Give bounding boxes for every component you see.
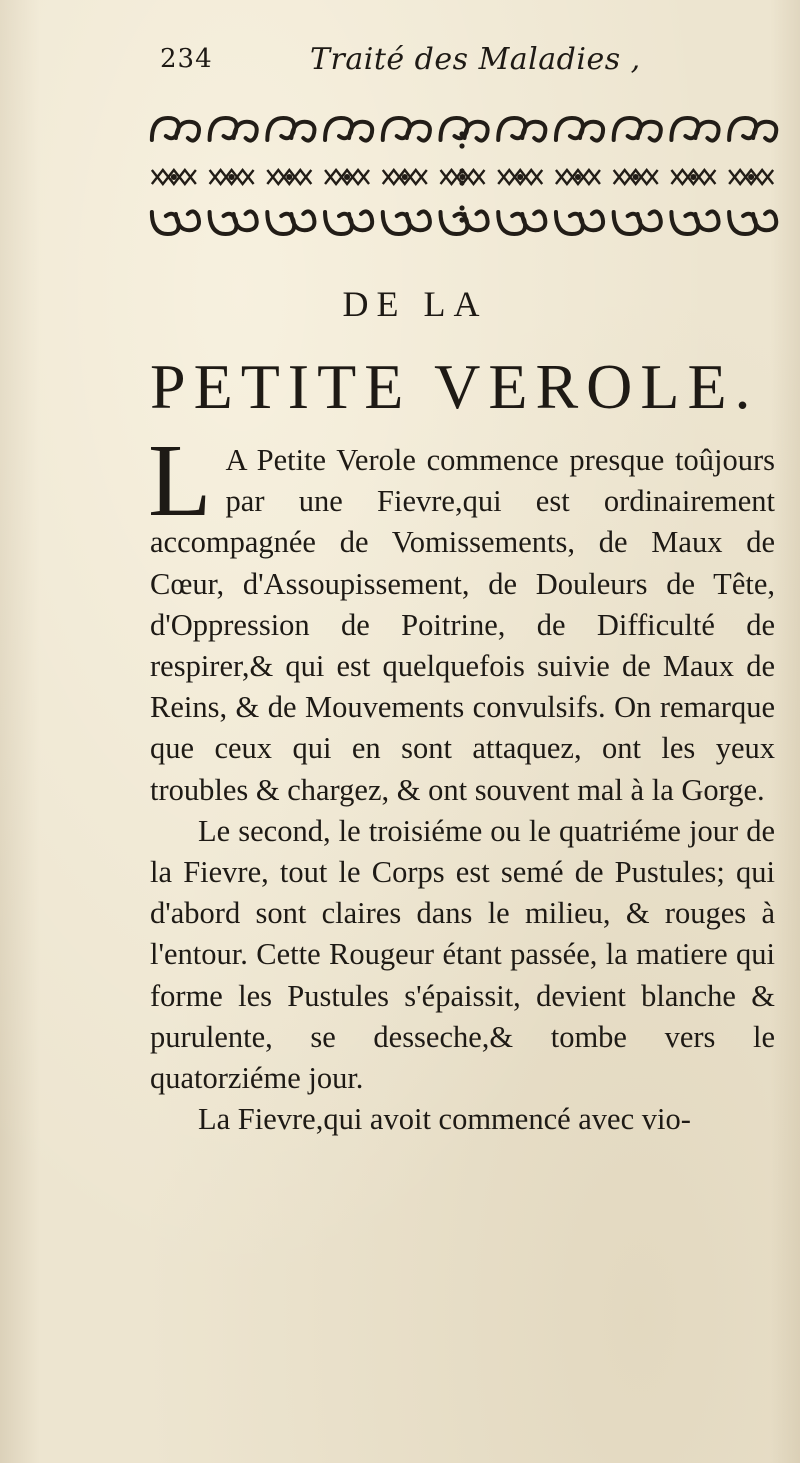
paragraph xyxy=(150,811,775,1099)
section-title: PETITE VEROLE. xyxy=(150,351,759,422)
paragraph xyxy=(150,1099,775,1140)
fleuron-ornament-icon xyxy=(145,100,780,258)
paragraph-1-text: A Petite Verole commence presque toûjours par une Fievre,qui est ordinairement accompagnée de Vomissements, de Maux de Cœur, d'Assoupissement, de Douleurs de Tête, d'Oppression de Poitrine, de Difficulté de respirer,& qui est quelquefois suivie de Maux de Reins, & de Mouvements convulsifs. On remarque que ceux qui en sont attaquez, ont les yeux troubles & chargez, & ont souvent mal à la Gorge. xyxy=(150,443,775,807)
page-number: 234 xyxy=(160,44,213,74)
running-title: Traité des Maladies , xyxy=(310,42,641,77)
section-title-prefix: DE LA xyxy=(342,284,488,324)
drop-cap: L xyxy=(148,423,212,538)
running-head xyxy=(160,42,760,82)
fleuron-ornament xyxy=(145,100,780,258)
body-text xyxy=(148,423,775,1140)
paragraph-2-text: Le second, le troisiéme ou le quatriéme jour de la Fievre, tout le Corps est semé de Pustules; qui d'abord sont claires dans le milieu, & rouges à l'entour. Cette Rougeur étant passée, la matiere qui forme les Pustules s'épaissit, devient blanche & purulente, se desseche,& tombe vers le quatorziéme jour. xyxy=(150,813,775,1096)
paragraph xyxy=(148,423,775,811)
paragraph-3-text: La Fievre,qui avoit commencé avec vio- xyxy=(198,1102,691,1137)
